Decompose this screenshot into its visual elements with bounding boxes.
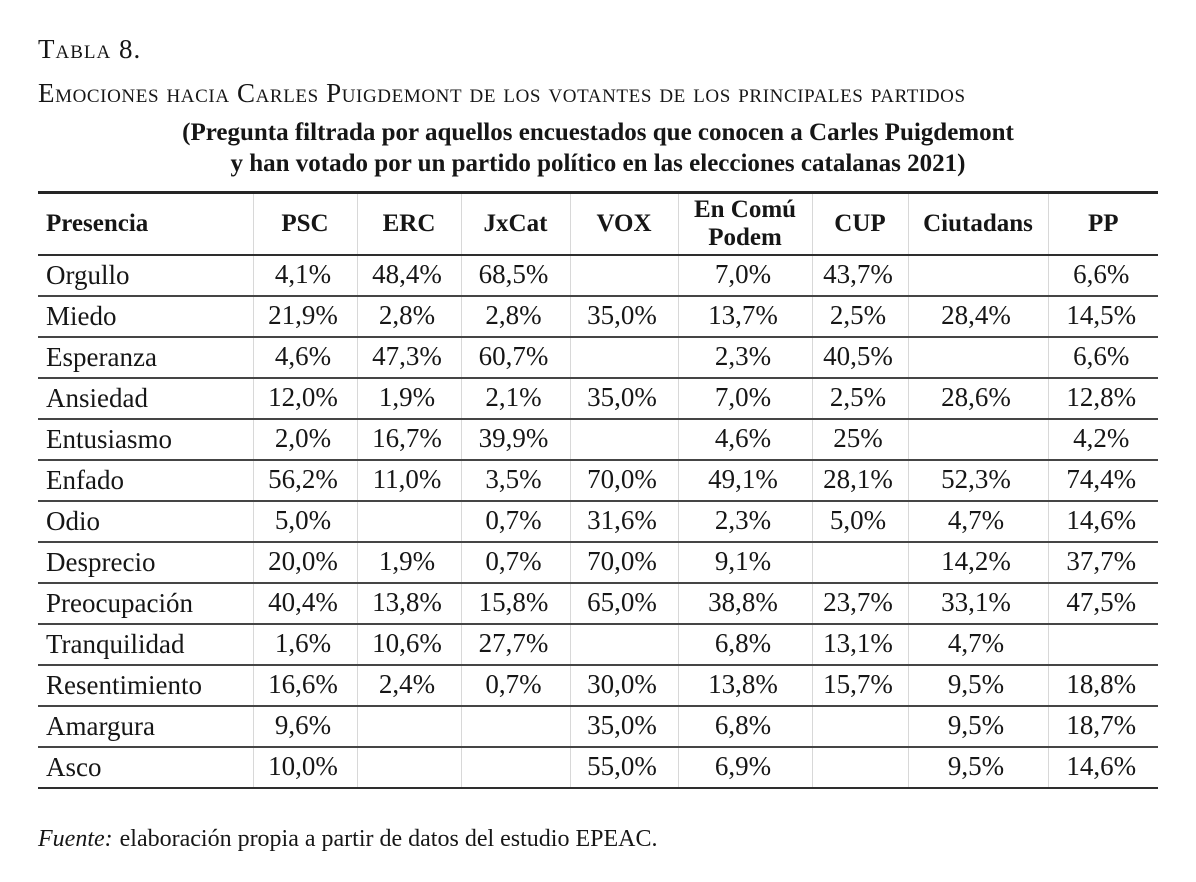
data-cell: 4,6% xyxy=(253,337,357,378)
table-row-miedo xyxy=(38,296,1158,337)
data-cell: 38,8% xyxy=(678,583,812,624)
data-cell: 2,8% xyxy=(357,296,461,337)
data-cell: 13,7% xyxy=(678,296,812,337)
data-cell: 5,0% xyxy=(812,501,908,542)
emotions-table xyxy=(38,191,1158,789)
data-cell xyxy=(812,706,908,747)
data-cell: 1,9% xyxy=(357,542,461,583)
data-cell: 18,7% xyxy=(1048,706,1158,747)
data-cell: 68,5% xyxy=(461,255,570,296)
table-row-entusiasmo xyxy=(38,419,1158,460)
row-label-entusiasmo: Entusiasmo xyxy=(46,424,172,454)
table-row-amargura xyxy=(38,706,1158,747)
data-cell: 35,0% xyxy=(570,378,678,419)
table-caption xyxy=(38,34,1158,179)
data-cell: 10,0% xyxy=(253,747,357,788)
source-label: Fuente: xyxy=(38,826,113,852)
data-cell xyxy=(812,542,908,583)
data-cell: 6,8% xyxy=(678,706,812,747)
data-cell: 4,7% xyxy=(908,501,1048,542)
column-header-presencia: Presencia xyxy=(46,210,149,237)
data-cell: 6,9% xyxy=(678,747,812,788)
data-cell: 37,7% xyxy=(1048,542,1158,583)
data-cell: 4,1% xyxy=(253,255,357,296)
data-cell: 14,6% xyxy=(1048,501,1158,542)
column-header-pp: PP xyxy=(1048,193,1158,256)
data-cell: 1,6% xyxy=(253,624,357,665)
data-cell: 2,3% xyxy=(678,337,812,378)
column-header-psc: PSC xyxy=(253,193,357,256)
row-label-orgullo: Orgullo xyxy=(46,260,130,290)
column-header-en-comu-podem: En Comú Podem xyxy=(678,193,812,256)
data-cell: 16,7% xyxy=(357,419,461,460)
data-cell xyxy=(357,501,461,542)
row-label-tranquilidad: Tranquilidad xyxy=(46,629,185,659)
data-cell: 30,0% xyxy=(570,665,678,706)
data-cell: 40,4% xyxy=(253,583,357,624)
data-cell: 56,2% xyxy=(253,460,357,501)
data-cell: 2,3% xyxy=(678,501,812,542)
data-cell: 27,7% xyxy=(461,624,570,665)
data-cell: 65,0% xyxy=(570,583,678,624)
row-label-ansiedad: Ansiedad xyxy=(46,383,148,413)
column-header-vox: VOX xyxy=(570,193,678,256)
table-subtitle-line1: (Pregunta filtrada por aquellos encuestados que conocen a Carles Puigdemont xyxy=(182,119,1014,146)
data-cell xyxy=(908,337,1048,378)
table-row-asco xyxy=(38,747,1158,788)
source-note xyxy=(38,825,1158,853)
data-cell: 43,7% xyxy=(812,255,908,296)
data-cell: 2,4% xyxy=(357,665,461,706)
column-header-jxcat: JxCat xyxy=(461,193,570,256)
data-cell: 12,0% xyxy=(253,378,357,419)
data-cell: 2,5% xyxy=(812,378,908,419)
data-cell: 21,9% xyxy=(253,296,357,337)
table-row-enfado xyxy=(38,460,1158,501)
data-cell: 3,5% xyxy=(461,460,570,501)
data-cell: 2,1% xyxy=(461,378,570,419)
data-cell: 13,8% xyxy=(678,665,812,706)
data-cell: 18,8% xyxy=(1048,665,1158,706)
data-cell xyxy=(461,747,570,788)
table-row-resentimiento xyxy=(38,665,1158,706)
data-cell: 2,0% xyxy=(253,419,357,460)
data-cell: 9,5% xyxy=(908,747,1048,788)
table-subtitle-line2: y han votado por un partido político en las elecciones catalanas 2021) xyxy=(230,150,966,177)
data-cell: 2,8% xyxy=(461,296,570,337)
data-cell: 14,6% xyxy=(1048,747,1158,788)
table-row-ansiedad xyxy=(38,378,1158,419)
data-cell: 7,0% xyxy=(678,255,812,296)
data-cell xyxy=(908,255,1048,296)
table-number-label: Tabla 8. xyxy=(38,34,142,64)
data-cell: 6,6% xyxy=(1048,255,1158,296)
data-cell xyxy=(570,624,678,665)
data-cell: 48,4% xyxy=(357,255,461,296)
row-label-asco: Asco xyxy=(46,752,102,782)
row-label-odio: Odio xyxy=(46,506,100,536)
data-cell xyxy=(1048,624,1158,665)
data-cell: 74,4% xyxy=(1048,460,1158,501)
data-cell: 4,2% xyxy=(1048,419,1158,460)
data-cell: 13,1% xyxy=(812,624,908,665)
table-row-odio xyxy=(38,501,1158,542)
data-cell: 16,6% xyxy=(253,665,357,706)
data-cell: 47,3% xyxy=(357,337,461,378)
row-label-resentimiento: Resentimiento xyxy=(46,670,202,700)
table-row-esperanza xyxy=(38,337,1158,378)
column-header-erc: ERC xyxy=(357,193,461,256)
data-cell: 5,0% xyxy=(253,501,357,542)
data-cell: 39,9% xyxy=(461,419,570,460)
source-text: elaboración propia a partir de datos del estudio EPEAC. xyxy=(119,826,658,852)
data-cell: 9,6% xyxy=(253,706,357,747)
row-label-esperanza: Esperanza xyxy=(46,342,157,372)
row-label-enfado: Enfado xyxy=(46,465,124,495)
data-cell: 15,7% xyxy=(812,665,908,706)
data-cell: 28,4% xyxy=(908,296,1048,337)
data-cell: 14,5% xyxy=(1048,296,1158,337)
data-cell: 13,8% xyxy=(357,583,461,624)
data-cell: 28,6% xyxy=(908,378,1048,419)
column-header-cup: CUP xyxy=(812,193,908,256)
row-label-preocupacion: Preocupación xyxy=(46,588,193,618)
data-cell xyxy=(570,419,678,460)
data-cell: 14,2% xyxy=(908,542,1048,583)
row-label-desprecio: Desprecio xyxy=(46,547,156,577)
table-title: Emociones hacia Carles Puigdemont de los votantes de los principales partidos xyxy=(38,78,966,108)
data-cell: 7,0% xyxy=(678,378,812,419)
data-cell: 0,7% xyxy=(461,542,570,583)
table-row-tranquilidad xyxy=(38,624,1158,665)
data-cell: 15,8% xyxy=(461,583,570,624)
data-cell: 6,6% xyxy=(1048,337,1158,378)
data-cell: 55,0% xyxy=(570,747,678,788)
data-cell: 9,5% xyxy=(908,665,1048,706)
data-cell: 25% xyxy=(812,419,908,460)
data-cell: 31,6% xyxy=(570,501,678,542)
data-cell: 10,6% xyxy=(357,624,461,665)
data-cell xyxy=(357,706,461,747)
table-row-desprecio xyxy=(38,542,1158,583)
data-cell: 40,5% xyxy=(812,337,908,378)
table-row-orgullo xyxy=(38,255,1158,296)
data-cell: 12,8% xyxy=(1048,378,1158,419)
row-label-miedo: Miedo xyxy=(46,301,117,331)
data-cell: 33,1% xyxy=(908,583,1048,624)
table-row-preocupacion xyxy=(38,583,1158,624)
data-cell: 52,3% xyxy=(908,460,1048,501)
data-cell xyxy=(908,419,1048,460)
data-cell: 23,7% xyxy=(812,583,908,624)
data-cell: 2,5% xyxy=(812,296,908,337)
data-cell: 20,0% xyxy=(253,542,357,583)
data-cell xyxy=(357,747,461,788)
data-cell: 28,1% xyxy=(812,460,908,501)
data-cell: 9,5% xyxy=(908,706,1048,747)
data-cell xyxy=(461,706,570,747)
data-cell: 0,7% xyxy=(461,665,570,706)
data-cell xyxy=(812,747,908,788)
data-cell: 0,7% xyxy=(461,501,570,542)
data-cell: 49,1% xyxy=(678,460,812,501)
data-cell: 60,7% xyxy=(461,337,570,378)
data-cell: 4,6% xyxy=(678,419,812,460)
column-header-ciutadans: Ciutadans xyxy=(908,193,1048,256)
data-cell: 70,0% xyxy=(570,542,678,583)
data-cell: 47,5% xyxy=(1048,583,1158,624)
data-cell: 6,8% xyxy=(678,624,812,665)
row-label-amargura: Amargura xyxy=(46,711,155,741)
data-cell: 35,0% xyxy=(570,706,678,747)
data-cell: 11,0% xyxy=(357,460,461,501)
data-cell: 70,0% xyxy=(570,460,678,501)
header-row xyxy=(38,193,1158,256)
data-cell xyxy=(570,255,678,296)
data-cell xyxy=(570,337,678,378)
data-cell: 9,1% xyxy=(678,542,812,583)
data-cell: 4,7% xyxy=(908,624,1048,665)
data-cell: 1,9% xyxy=(357,378,461,419)
data-cell: 35,0% xyxy=(570,296,678,337)
